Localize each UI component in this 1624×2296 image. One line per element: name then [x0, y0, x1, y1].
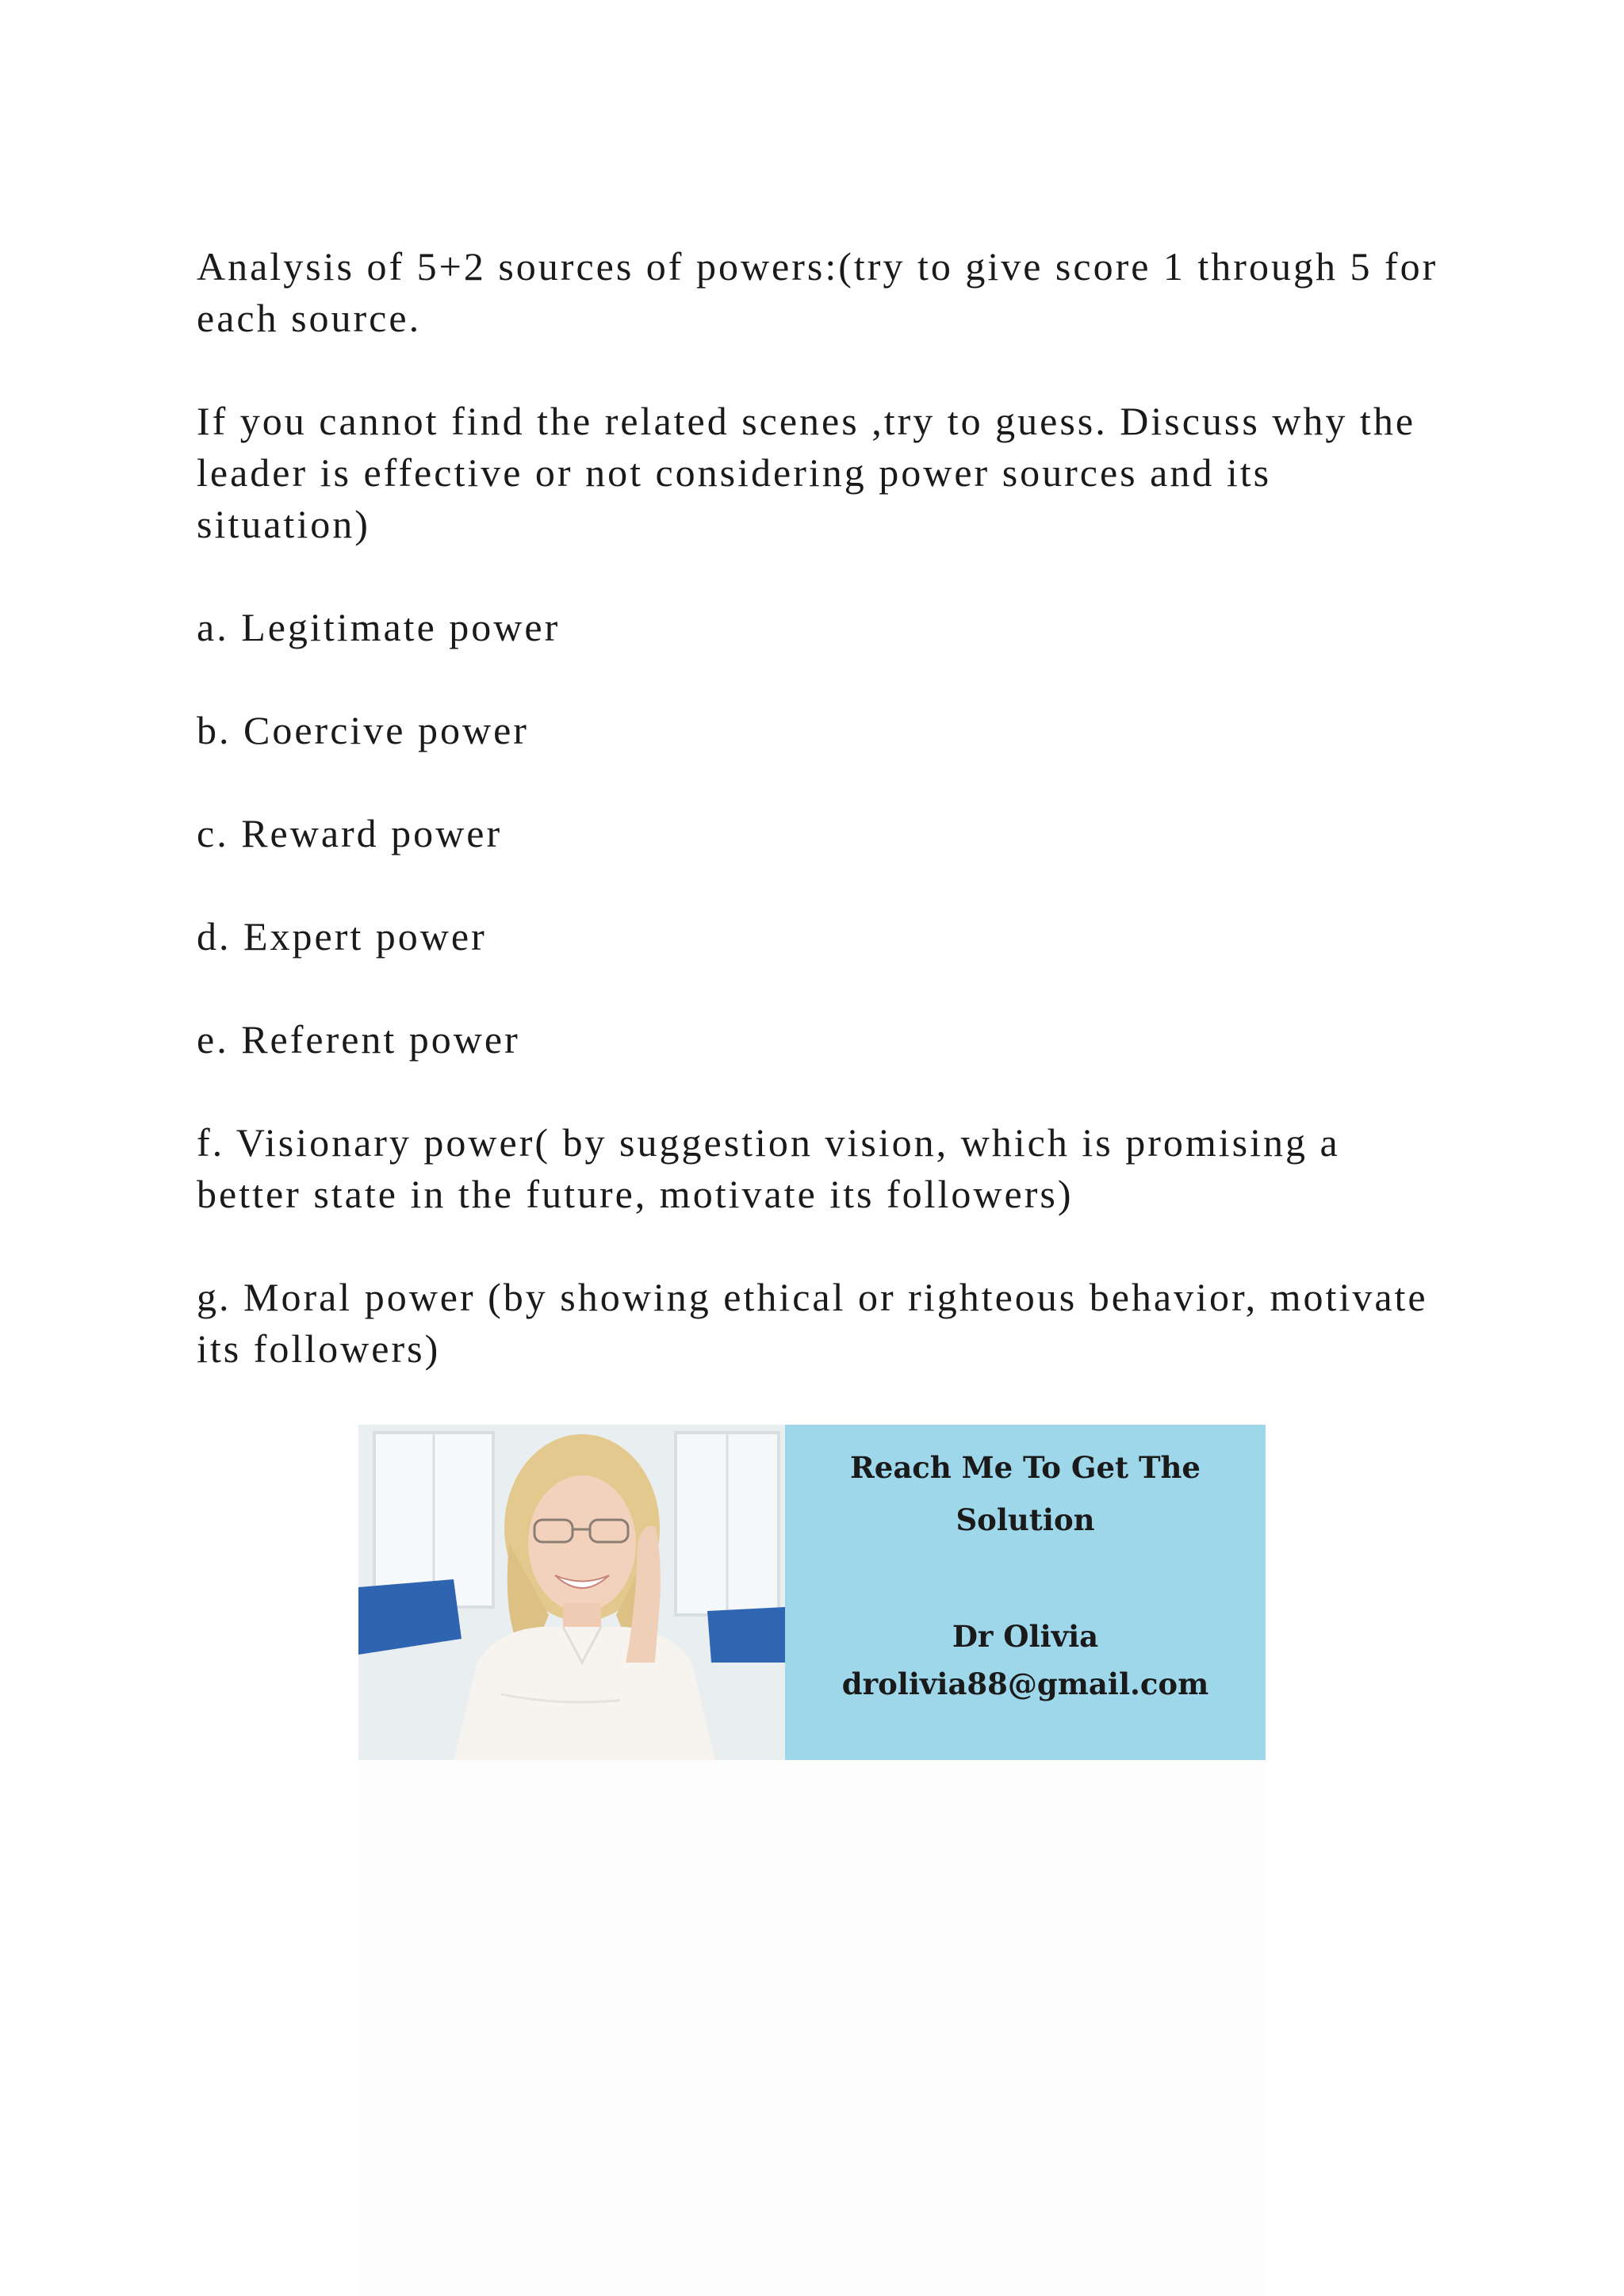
contact-name: Dr Olivia — [952, 1619, 1099, 1654]
list-item-referent-power: e. Referent power — [197, 1017, 520, 1062]
blank-image-area — [358, 1760, 1266, 2296]
contact-email: drolivia88@gmail.com — [841, 1667, 1209, 1701]
list-item-expert-power: d. Expert power — [197, 914, 487, 959]
contact-card — [785, 1425, 1266, 1760]
card-headline-line-1: Reach Me To Get The — [850, 1450, 1201, 1485]
woman-with-glasses-photo — [358, 1425, 785, 1760]
contact-banner — [358, 1425, 1266, 1760]
intro-paragraph: Analysis of 5+2 sources of powers:(try to give score 1 through 5 for each source. — [197, 244, 1438, 340]
list-item-visionary-power: f. Visionary power( by suggestion vision, which is promising a better state in the future, motivate its followers) — [197, 1120, 1340, 1216]
list-item-legitimate-power: a. Legitimate power — [197, 605, 561, 649]
list-item-moral-power: g. Moral power (by showing ethical or righteous behavior, motivate its followers) — [197, 1275, 1428, 1371]
document-body — [197, 241, 1450, 1426]
list-item-coercive-power: b. Coercive power — [197, 708, 529, 752]
list-item-reward-power: c. Reward power — [197, 811, 503, 855]
instructions-paragraph: If you cannot find the related scenes ,try to guess. Discuss why the leader is effective or not considering power sources and its situation) — [197, 399, 1416, 546]
card-headline-line-2: Solution — [956, 1502, 1095, 1537]
